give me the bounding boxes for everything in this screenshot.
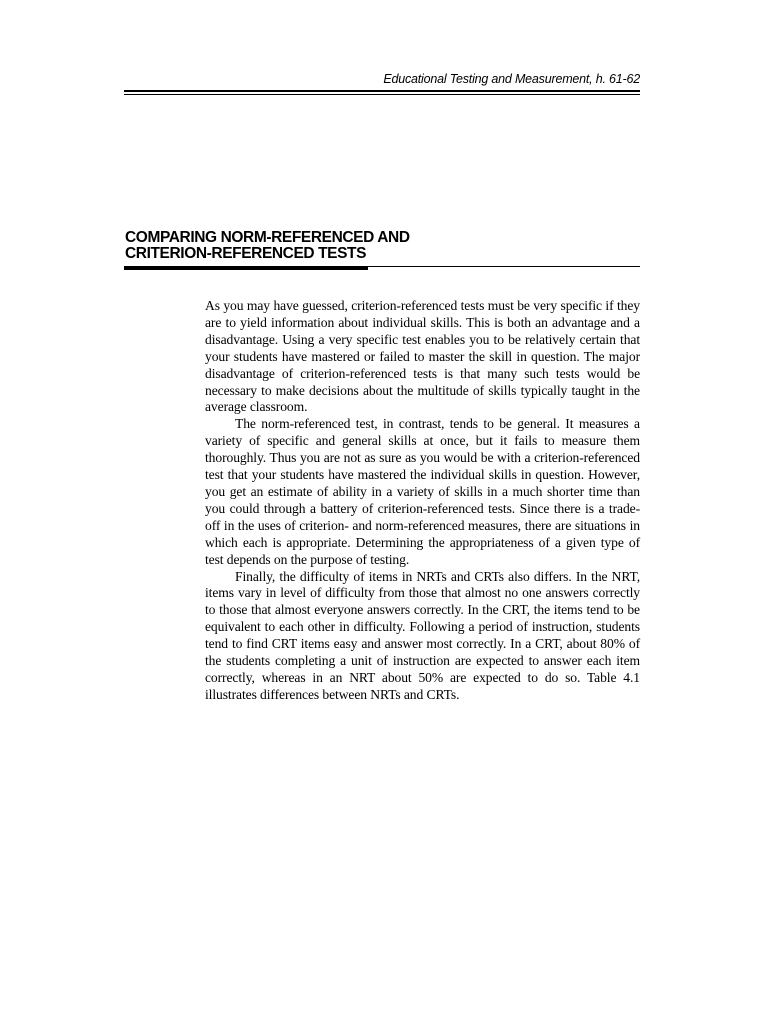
body-text	[205, 298, 640, 704]
paragraph-2: The norm-referenced test, in contrast, tends to be general. It measures a variety of specific and general skills at once, but it fails to measure them thoroughly. Thus you are not as sure as you would be with a criterion-referenced test that your students have mastered the individual skills in question. However, you get an estimate of ability in a variety of skills in a much shorter time than you could through a battery of criterion-referenced tests. Since there is a trade-off in the uses of criterion- and norm-referenced measures, there are situations in which each is appropriate. Determining the appropriateness of a given type of test depends on the purpose of testing.	[205, 416, 640, 567]
section-title-line-2: CRITERION-REFERENCED TESTS	[125, 245, 367, 262]
paragraph-1: As you may have guessed, criterion-referenced tests must be very specific if they are to yield information about individual skills. This is both an advantage and a disadvantage. Using a very specific test enables you to be relatively certain that your students have mastered or failed to master the skill in question. The major disadvantage of criterion-referenced tests is that many such tests would be necessary to make decisions about the multitude of skills typically taught in the average classroom.	[205, 298, 640, 415]
section-title	[125, 230, 625, 262]
header-rule-thick	[124, 90, 640, 92]
header-rule-thin	[124, 94, 640, 95]
section-title-line-1: COMPARING NORM-REFERENCED AND	[125, 229, 410, 246]
title-rule-thick	[124, 267, 368, 270]
paragraph-3: Finally, the difficulty of items in NRTs and CRTs also differs. In the NRT, items vary in level of difficulty from those that almost no one answers correctly to those that almost everyone answers correctly. In the CRT, the items tend to be equivalent to each other in difficulty. Following a period of instruction, students tend to find CRT items easy and answer most correctly. In a CRT, about 80% of the students completing a unit of instruction are expected to answer each item correctly, whereas in an NRT about 50% are expected to do so. Table 4.1 illustrates differences between NRTs and CRTs.	[205, 568, 640, 702]
running-header: Educational Testing and Measurement, h. 61-62	[383, 72, 640, 86]
